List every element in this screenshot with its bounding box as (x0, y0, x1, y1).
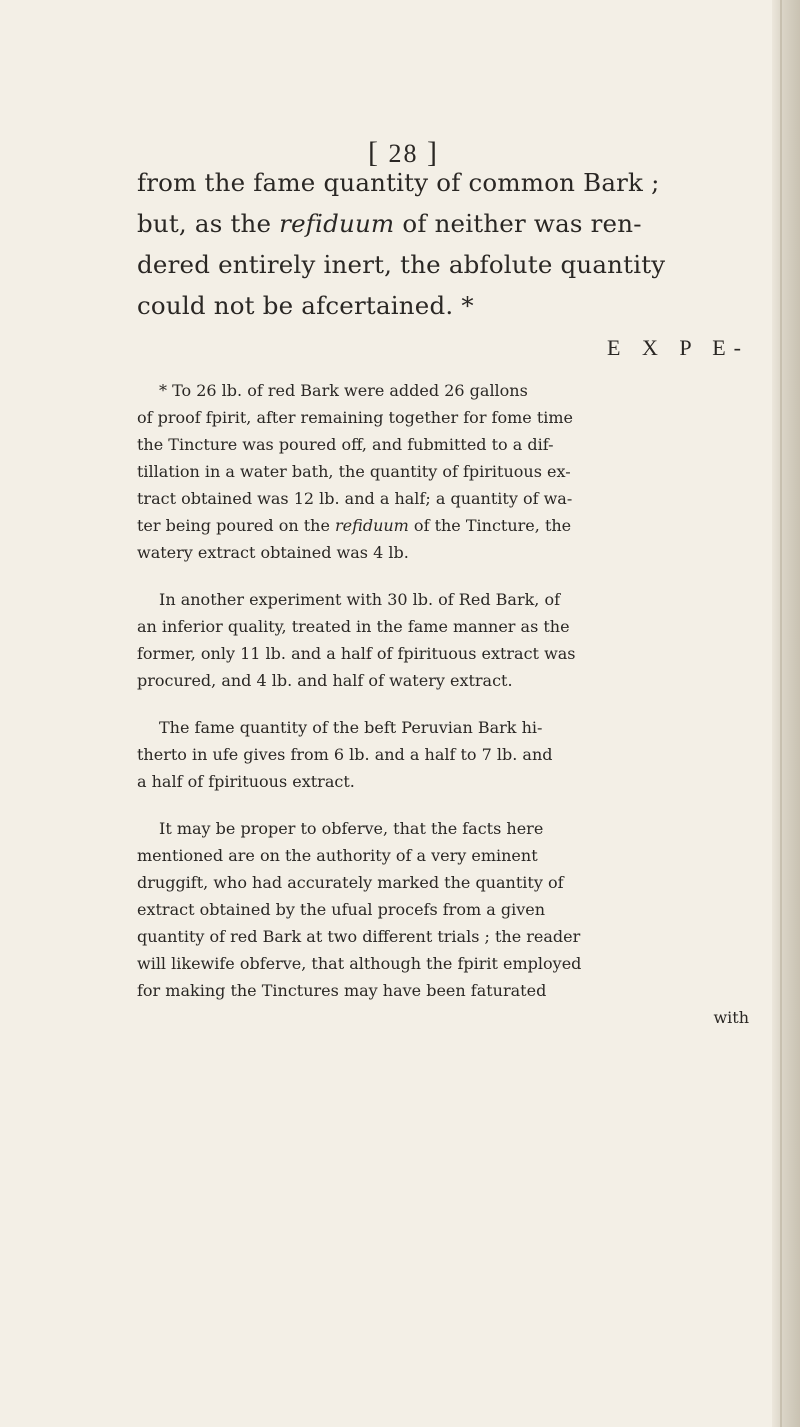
footnote-1-line-5: tract obtained was 12 lb. and a half; a quantity of wa- (137, 489, 573, 508)
footnote-1-line-6-before: ter being poured on the (137, 516, 336, 535)
footnote-2-line-2: an inferior quality, treated in the fame manner as the (137, 617, 570, 636)
footnote-4-line-6: will likewife obferve, that although the fpirit employed (137, 954, 582, 973)
footnote-1-line-4: tillation in a water bath, the quantity of fpirituous ex- (137, 462, 571, 481)
footnote-3-line-2: therto in ufe gives from 6 lb. and a half to 7 lb. and (137, 745, 553, 764)
footnote-4-line-1: It may be proper to obferve, that the facts here (159, 819, 544, 838)
main-line-1: from the fame quantity of common Bark ; (137, 168, 660, 197)
page-edge-shadow (772, 0, 800, 1427)
footnote-paragraph-3 (137, 714, 769, 795)
main-line-2-before: but, as the (137, 209, 280, 238)
footnote-1-line-6-after: of the Tincture, the (408, 516, 572, 535)
footnote-paragraph-2 (137, 586, 769, 694)
main-line-4: could not be afcertained. * (137, 291, 474, 320)
main-line-2-italic: refiduum (279, 209, 395, 238)
footnote-paragraph-4 (137, 815, 769, 1031)
footnote-4-line-2: mentioned are on the authority of a very eminent (137, 846, 538, 865)
main-line-3: dered entirely inert, the abfolute quantity (137, 250, 666, 279)
footnote-1-line-2: of proof fpirit, after remaining together for fome time (137, 408, 574, 427)
footnote-catchword: with (713, 1008, 749, 1027)
catchword: E X P E- (607, 335, 750, 360)
main-paragraph (137, 162, 777, 326)
main-line-2-after: of neither was ren- (394, 209, 642, 238)
footnote-3-line-1: The fame quantity of the beft Peruvian Bark hi- (159, 718, 543, 737)
footnote-2-line-4: procured, and 4 lb. and half of watery extract. (137, 671, 513, 690)
footnote-4-line-3: druggift, who had accurately marked the quantity of (137, 873, 564, 892)
page-number: 28 (388, 139, 419, 168)
close-bracket: ] (427, 136, 439, 169)
footnote-2-line-3: former, only 11 lb. and a half of fpirituous extract was (137, 644, 576, 663)
footnote-4-line-4: extract obtained by the ufual procefs from a given (137, 900, 546, 919)
page-edge-line (780, 0, 782, 1427)
main-line-2 (137, 203, 777, 244)
footnote-4-line-5: quantity of red Bark at two different trials ; the reader (137, 927, 581, 946)
footnotes (137, 377, 769, 1051)
footnote-4-line-7: for making the Tinctures may have been faturated (137, 981, 547, 1000)
footnote-paragraph-1 (137, 377, 769, 566)
footnote-1-line-3: the Tincture was poured off, and fubmitted to a dif- (137, 435, 554, 454)
footnote-3-line-3: a half of fpirituous extract. (137, 772, 355, 791)
open-bracket: [ (368, 136, 380, 169)
footnote-1-line-6-italic: refiduum (335, 516, 409, 535)
footnote-1-line-1: * To 26 lb. of red Bark were added 26 gallons (159, 381, 528, 400)
footnote-1-line-7: watery extract obtained was 4 lb. (137, 543, 409, 562)
footnote-1-line-6 (137, 512, 769, 539)
footnote-2-line-1: In another experiment with 30 lb. of Red Bark, of (159, 590, 561, 609)
